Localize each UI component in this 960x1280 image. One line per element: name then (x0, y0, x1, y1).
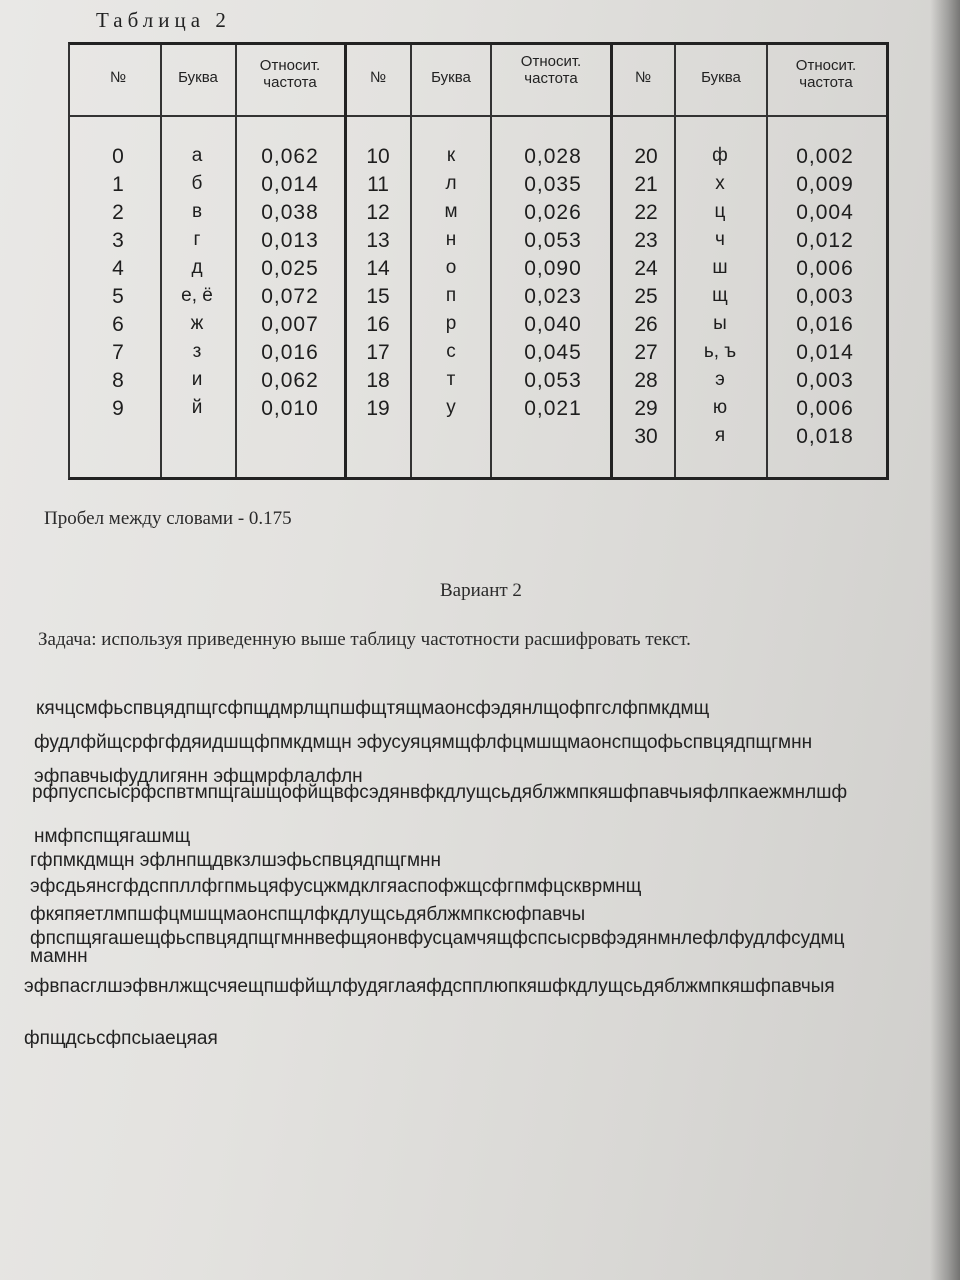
row-frequency: 0,012 (796, 229, 854, 252)
col-divider (490, 45, 492, 477)
header-divider (70, 115, 886, 117)
header-freq-line1: Относит. (795, 57, 857, 74)
row-letter: е, ё (181, 285, 213, 306)
row-number: 29 (634, 397, 658, 420)
row-number: 25 (634, 285, 658, 308)
row-number: 4 (112, 257, 124, 280)
row-frequency: 0,072 (261, 285, 319, 308)
cipher-line: мамнн (30, 946, 88, 967)
row-letter: ж (190, 313, 204, 334)
row-letter: м (444, 201, 458, 222)
header-freq (237, 57, 343, 91)
row-letter: э (715, 369, 725, 390)
row-number: 20 (634, 145, 658, 168)
col-divider (766, 45, 768, 477)
header-freq-line2: частота (799, 74, 853, 91)
row-frequency: 0,013 (261, 229, 319, 252)
cipher-line: эфпавчыфудлигянн эфщмрфлалфлн (34, 766, 363, 787)
row-number: 15 (366, 285, 390, 308)
row-frequency: 0,045 (524, 341, 582, 364)
row-letter: ш (712, 257, 728, 278)
row-letter: ы (713, 313, 727, 334)
row-letter: й (191, 397, 203, 418)
row-letter: р (445, 313, 457, 334)
row-letter: я (714, 425, 726, 446)
row-number: 27 (634, 341, 658, 364)
row-frequency: 0,003 (796, 285, 854, 308)
task-statement: Задача: используя приведенную выше таблицу частотности расшифровать текст. (38, 629, 691, 650)
row-number: 1 (112, 173, 124, 196)
cipher-line: кячцсмфьспвцядпщгсфпщдмрлщпшфщтящмаонсфэдянлщофпгслфпмкдмщ (36, 698, 710, 719)
row-letter: ф (712, 145, 728, 166)
row-frequency: 0,004 (796, 201, 854, 224)
row-letter: г (193, 229, 201, 250)
header-letter: Буква (431, 69, 471, 86)
row-number: 9 (112, 397, 124, 420)
row-letter: х (715, 173, 725, 194)
row-letter: д (191, 257, 203, 278)
cipher-line: рфпуспсысрфспвтмпщгашщофйщвфсэдянвфкдлущсьдяблжмпкяшфпавчыяфлпкаежмнлшф (32, 782, 848, 803)
row-frequency: 0,053 (524, 369, 582, 392)
header-num: № (109, 69, 127, 86)
cipher-line: фудлфйщсрфгфдяидшщфпмкдмщн эфусуяцямщфлфцмшщмаонспщофьспвцядпщгмнн (34, 732, 813, 753)
row-number: 24 (634, 257, 658, 280)
row-letter: ь, ъ (703, 341, 737, 362)
header-num: № (634, 69, 652, 86)
row-number: 11 (367, 173, 389, 196)
row-frequency: 0,026 (524, 201, 582, 224)
row-frequency: 0,035 (524, 173, 582, 196)
row-letter: в (191, 201, 203, 222)
cipher-line: фкяпяетлмпшфцмшщмаонспщлфкдлущсьдяблжмпксюфпавчы (30, 904, 586, 925)
row-frequency: 0,007 (261, 313, 319, 336)
table-caption: Таблица 2 (96, 8, 231, 32)
row-number: 18 (366, 369, 390, 392)
cipher-line: фпщдсьсфпсыаецяая (24, 1028, 218, 1049)
row-frequency: 0,021 (524, 397, 582, 420)
header-freq-line2: частота (524, 70, 578, 87)
row-frequency: 0,062 (261, 369, 319, 392)
row-number: 30 (634, 425, 658, 448)
row-frequency: 0,040 (524, 313, 582, 336)
row-frequency: 0,014 (796, 341, 854, 364)
frequency-table (68, 42, 889, 480)
row-letter: щ (712, 285, 728, 306)
row-letter: ц (714, 201, 726, 222)
row-number: 8 (112, 369, 124, 392)
row-frequency: 0,003 (796, 369, 854, 392)
row-number: 23 (634, 229, 658, 252)
row-frequency: 0,009 (796, 173, 854, 196)
cipher-line: фпспщягашещфьспвцядпщгмннвефщяонвфусцамчящфспсысрвфэдянмнлефлфудлфсудмц (30, 928, 845, 949)
row-number: 7 (112, 341, 124, 364)
row-letter: л (445, 173, 457, 194)
row-letter: а (191, 145, 203, 166)
row-letter: и (191, 369, 203, 390)
row-frequency: 0,010 (261, 397, 319, 420)
header-freq-line1: Относит. (259, 57, 321, 74)
cipher-line: нмфпспщягашмщ (34, 826, 191, 847)
row-number: 5 (112, 285, 124, 308)
header-freq-line2: частота (263, 74, 317, 91)
row-number: 10 (366, 145, 390, 168)
row-letter: н (445, 229, 457, 250)
row-letter: п (445, 285, 457, 306)
row-number: 28 (634, 369, 658, 392)
row-frequency: 0,090 (524, 257, 582, 280)
row-frequency: 0,018 (796, 425, 854, 448)
row-letter: ю (712, 397, 728, 418)
cipher-line: гфпмкдмщн эфлнпщдвкзлшэфьспвцядпщгмнн (30, 850, 441, 871)
row-letter: ч (715, 229, 725, 250)
row-frequency: 0,062 (261, 145, 319, 168)
header-freq-line1: Относит. (520, 53, 582, 70)
row-number: 12 (366, 201, 390, 224)
row-letter: з (192, 341, 202, 362)
space-frequency-note: Пробел между словами - 0.175 (44, 508, 292, 529)
row-number: 3 (112, 229, 124, 252)
header-letter: Буква (178, 69, 218, 86)
row-letter: б (191, 173, 203, 194)
cipher-line: эфсдьянсгфдсппллфгпмьцяфусцжмдклгяаспофжщсфгпмфцскврмнщ (30, 876, 642, 897)
row-frequency: 0,006 (796, 397, 854, 420)
row-letter: к (446, 145, 456, 166)
row-frequency: 0,016 (261, 341, 319, 364)
row-number: 19 (366, 397, 390, 420)
row-number: 14 (366, 257, 390, 280)
row-frequency: 0,002 (796, 145, 854, 168)
row-number: 13 (366, 229, 390, 252)
col-divider (410, 45, 412, 477)
page-shadow (930, 0, 960, 1280)
row-number: 26 (634, 313, 658, 336)
row-number: 0 (112, 145, 124, 168)
row-frequency: 0,053 (524, 229, 582, 252)
row-number: 6 (112, 313, 124, 336)
cipher-line: эфвпасглшэфвнлжщсчяещпшфйщлфудяглаяфдспплюпкяшфкдлущсьдяблжмпкяшфпавчыя (24, 976, 835, 997)
row-frequency: 0,014 (261, 173, 319, 196)
header-letter: Буква (701, 69, 741, 86)
variant-title: Вариант 2 (440, 580, 522, 601)
row-letter: у (446, 397, 456, 418)
row-frequency: 0,028 (524, 145, 582, 168)
row-frequency: 0,006 (796, 257, 854, 280)
row-number: 22 (634, 201, 658, 224)
row-frequency: 0,038 (261, 201, 319, 224)
row-letter: т (446, 369, 456, 390)
header-freq (492, 53, 610, 87)
header-freq (768, 57, 884, 91)
row-number: 2 (112, 201, 124, 224)
row-letter: с (446, 341, 456, 362)
row-frequency: 0,023 (524, 285, 582, 308)
row-number: 16 (366, 313, 390, 336)
row-frequency: 0,025 (261, 257, 319, 280)
header-num: № (369, 69, 387, 86)
group-divider (610, 45, 613, 477)
row-frequency: 0,016 (796, 313, 854, 336)
row-letter: о (445, 257, 457, 278)
row-number: 21 (634, 173, 658, 196)
row-number: 17 (366, 341, 390, 364)
